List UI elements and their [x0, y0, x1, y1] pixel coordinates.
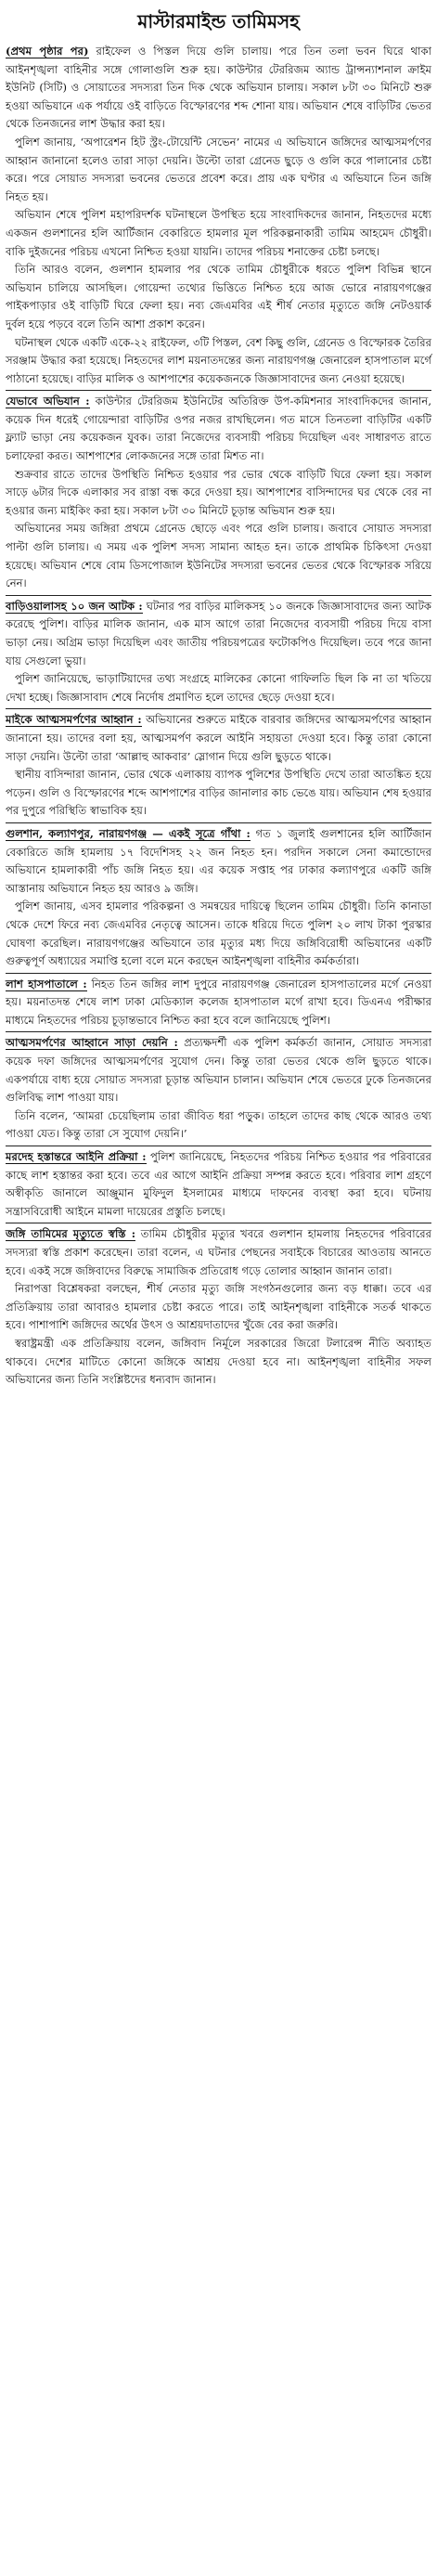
article-paragraph [6, 520, 431, 592]
paragraph-text: রাইফেল ও পিস্তল দিয়ে গুলি চালায়। পরে তিন তলা ভবন ঘিরে থাকা আইনশৃঙ্খলা বাহিনীর সঙ্গে গোলাগুলি শুরু হয়। কাউন্টার টেররিজম অ্যান্ড ট্রান্সন্যাশনাল ক্রাইম ইউনিট (সিটি) ও সোয়াতের সদস্যরা তিন দিক থেকে অভিযান চালায়। সকাল ৮টা ৩০ মিনিটে শুরু হওয়া অভিযানে এক পর্যায়ে ওই বাড়িতে বিস্ফোরণের শব্দ শোনা যায়। অভিযান শেষে বাড়িটির ভেতর থেকে তিনজনের লাশ উদ্ধার করা হয়। [6, 45, 431, 131]
paragraph-text: ঘটনাস্থল থেকে একটি একে-২২ রাইফেল, ৩টি পিস্তল, বেশ কিছু গুলি, গ্রেনেড ও বিস্ফোরক তৈরির সরঞ্জাম উদ্ধার করা হয়েছে। নিহতদের লাশ ময়নাতদন্তের জন্য নারায়ণগঞ্জ জেনারেল হাসপাতাল মর্গে পাঠানো হয়েছে। বাড়ির মালিক ও আশপাশের কয়েকজনকে জিজ্ঞাসাবাদের জন্য নেওয়া হয়েছে। [6, 335, 431, 385]
article-paragraph [6, 976, 431, 1030]
article-paragraph [6, 393, 431, 465]
paragraph-text: পুলিশ জানিয়েছে, নিহতদের পরিচয় নিশ্চিত হওয়ার পর পরিবারের কাছে লাশ হস্তান্তর করা হবে। তবে এর আগে আইনি প্রক্রিয়া সম্পন্ন করতে হবে। পরিবার লাশ গ্রহণে অস্বীকৃতি জানালে আঞ্জুমান মুফিদুল ইসলামের মাধ্যমে দাফনের ব্যবস্থা করা হবে। ঘটনায় সন্ত্রাসবিরোধী আইনে মামলা দায়েরের প্রস্তুতি চলছে। [6, 1150, 431, 1218]
article-paragraph [6, 1280, 431, 1335]
article-paragraph [6, 670, 431, 706]
section-divider [6, 595, 431, 596]
paragraph-text: নিহত তিন জঙ্গির লাশ দুপুরে নারায়ণগঞ্জ জেনারেল হাসপাতালের মর্গে নেওয়া হয়। ময়নাতদন্ত শেষে লাশ ঢাকা মেডিক্যাল কলেজ হাসপাতাল মর্গে রাখা হবে। ডিএনএ পরীক্ষার মাধ্যমে নিহতদের পরিচয় চূড়ান্তভাবে নিশ্চিত করা হবে বলে জানিয়েছে পুলিশ। [6, 977, 431, 1027]
paragraph-text: অভিযানের শুরুতে মাইকে বারবার জঙ্গিদের আত্মসমর্পণের আহ্বান জানানো হয়। তাদের বলা হয়, আত্মসমর্পণ করলে আইনি সহায়তা দেওয়া হবে। কিন্তু তারা কোনো সাড়া দেয়নি। উল্টো তারা ‘আল্লাহু আকবার’ স্লোগান দিয়ে গুলি ছুড়তে থাকে। [6, 713, 431, 763]
section-subheading: মাইকে আত্মসমর্পণের আহ্বান : [6, 713, 142, 727]
paragraph-text: তিনি বলেন, ‘আমরা চেয়েছিলাম তারা জীবিত ধরা পড়ুক। তাহলে তাদের কাছ থেকে আরও তথ্য পাওয়া যেত। কিন্তু তারা সে সুযোগ দেয়নি।’ [6, 1108, 431, 1141]
section-subheading: লাশ হাসপাতালে : [6, 977, 87, 990]
paragraph-text: পুলিশ জানিয়েছে, ভাড়াটিয়াদের তথ্য সংগ্রহে মালিকের কোনো গাফিলতি ছিল কি না তা খতিয়ে দেখা হচ্ছে। জিজ্ঞাসাবাদ শেষে নির্দোষ প্রমাণিত হলে তাদের ছেড়ে দেওয়া হবে। [6, 672, 431, 704]
paragraph-text: গত ১ জুলাই গুলশানের হলি আর্টিজান বেকারিতে জঙ্গি হামলায় ১৭ বিদেশিসহ ২২ জন নিহত হন। পরদিন সকালে সেনা কমান্ডোদের অভিযানে হামলাকারী পাঁচ জঙ্গি নিহত হয়। এর কয়েক সপ্তাহ পর ঢাকার কল্যাণপুরে একটি জঙ্গি আস্তানায় অভিযানে নিহত হয় আরও ৯ জঙ্গি। [6, 826, 431, 895]
paragraph-text: কাউন্টার টেররিজম ইউনিটের অতিরিক্ত উপ-কমিশনার সাংবাদিকদের জানান, কয়েক দিন ধরেই গোয়েন্দারা বাড়িটির ওপর নজর রাখছিলেন। গত মাসে তিনতলা বাড়িটির একটি ফ্ল্যাট ভাড়া নেয় কয়েকজন যুবক। তারা নিজেদের ব্যবসায়ী পরিচয় দিয়েছিল এবং সাধারণত রাতে চলাফেরা করত। আশপাশের লোকজনের সঙ্গে তারা মিশত না। [6, 395, 432, 463]
paragraph-text: অভিযান শেষে পুলিশ মহাপরিদর্শক ঘটনাস্থলে উপস্থিত হয়ে সাংবাদিকদের জানান, নিহতদের মধ্যে একজন গুলশানের হলি আর্টিজান বেকারিতে হামলার মূল পরিকল্পনাকারী তামিম আহমেদ চৌধুরী। বাকি দুইজনের পরিচয় এখনো নিশ্চিত হওয়া যায়নি। তাদের পরিচয় শনাক্তের চেষ্টা চলছে। [6, 208, 431, 258]
article-paragraph [6, 825, 431, 898]
paragraph-text: পুলিশ জানায়, ‘অপারেশন হিট স্ট্রং-টোয়েন্টি সেভেন’ নামের এ অভিযানে জঙ্গিদের আত্মসমর্পণের আহ্বান জানানো হলেও তারা সাড়া দেয়নি। উল্টো তারা গ্রেনেড ছুড়ে ও গুলি করে পালানোর চেষ্টা করে। পরে সোয়াত সদস্যরা ভবনের ভেতরে প্রবেশ করে। প্রায় এক ঘণ্টার এ অভিযানে তিন জঙ্গি নিহত হয়। [6, 135, 431, 203]
paragraph-text: তিনি আরও বলেন, গুলশান হামলার পর থেকে তামিম চৌধুরীকে ধরতে পুলিশ বিভিন্ন স্থানে অভিযান চালিয়ে আসছিল। গোয়েন্দা তথ্যের ভিত্তিতে নিশ্চিত হয়ে আজ ভোরে নারায়ণগঞ্জের পাইকপাড়ার ওই বাড়িটি ঘিরে ফেলা হয়। নব্য জেএমবির এই শীর্ষ নেতার মৃত্যুতে জঙ্গি নেটওয়ার্ক দুর্বল হয়ে পড়বে বলে তিনি আশা প্রকাশ করেন। [6, 263, 431, 330]
paragraph-text: প্রত্যক্ষদর্শী এক পুলিশ কর্মকর্তা জানান, সোয়াত সদস্যরা কয়েক দফা জঙ্গিদের আত্মসমর্পণের সুযোগ দেন। কিন্তু তারা ভেতর থেকে গুলি ছুড়তে থাকে। একপর্যায়ে বাধ্য হয়ে সোয়াত সদস্যরা চূড়ান্ত অভিযান চালান। অভিযান শেষে ভেতরে ঢুকে তিনজনের গুলিবিদ্ধ লাশ পাওয়া যায়। [6, 1036, 432, 1105]
paragraph-text: তামিম চৌধুরীর মৃত্যুর খবরে গুলশান হামলায় নিহতদের পরিবারের সদস্যরা স্বস্তি প্রকাশ করেছেন। তারা বলেন, এ ঘটনার পেছনের সবাইকে বিচারের আওতায় আনতে হবে। একই সঙ্গে জঙ্গিবাদের বিরুদ্ধে সামাজিক প্রতিরোধ গড়ে তোলার আহ্বান জানান তারা। [6, 1227, 432, 1277]
article-paragraph [6, 898, 431, 970]
paragraph-text: স্থানীয় বাসিন্দারা জানান, ভোর থেকে এলাকায় ব্যাপক পুলিশের উপস্থিতি দেখে তারা আতঙ্কিত হয়ে পড়েন। গুলি ও বিস্ফোরণের শব্দে আশপাশের বাড়ির জানালার কাচ ভেঙে যায়। অভিযান শেষ হওয়ার পর দুপুরে পরিস্থিতি স্বাভাবিক হয়। [6, 768, 431, 818]
article-paragraph [6, 1225, 431, 1280]
paragraph-text: পুলিশ জানায়, এসব হামলার পরিকল্পনা ও সমন্বয়ের দায়িত্বে ছিলেন তামিম চৌধুরী। তিনি কানাডা থেকে দেশে ফিরে নব্য জেএমবির নেতৃত্বে আসেন। তাকে ধরিয়ে দিতে পুলিশ ২০ লাখ টাকা পুরস্কার ঘোষণা করেছিল। নারায়ণগঞ্জের অভিযানে তার মৃত্যুর মধ্য দিয়ে জঙ্গিবিরোধী অভিযানের একটি গুরুত্বপূর্ণ অধ্যায়ের সমাপ্তি হলো বলে মনে করছেন আইনশৃঙ্খলা বাহিনীর কর্মকর্তারা। [6, 900, 431, 968]
article-paragraph [6, 1034, 431, 1107]
section-subheading: আত্মসমর্পণের আহ্বানে সাড়া দেয়নি : [6, 1036, 178, 1050]
section-divider [6, 1031, 431, 1032]
article-body [6, 43, 431, 1390]
section-subheading: যেভাবে অভিযান : [6, 395, 90, 408]
article-paragraph [6, 334, 431, 389]
article-paragraph [6, 134, 431, 206]
section-divider [6, 708, 431, 709]
article-paragraph [6, 766, 431, 821]
section-subheading: (প্রথম পৃষ্ঠার পর) [6, 45, 89, 58]
article-paragraph [6, 1335, 431, 1390]
section-subheading: বাড়িওয়ালাসহ ১০ জন আটক : [6, 599, 143, 613]
section-divider [6, 822, 431, 823]
paragraph-text: স্বরাষ্ট্রমন্ত্রী এক প্রতিক্রিয়ায় বলেন, জঙ্গিবাদ নির্মূলে সরকারের জিরো টলারেন্স নীতি অব্যাহত থাকবে। দেশের মাটিতে কোনো জঙ্গিকে আশ্রয় দেওয়া হবে না। আইনশৃঙ্খলা বাহিনীর সফল অভিযানের জন্য তিনি সংশ্লিষ্টদের ধন্যবাদ জানান। [6, 1336, 431, 1387]
paragraph-text: নিরাপত্তা বিশ্লেষকরা বলছেন, শীর্ষ নেতার মৃত্যু জঙ্গি সংগঠনগুলোর জন্য বড় ধাক্কা। তবে এর প্রতিক্রিয়ায় তারা আবারও হামলার চেষ্টা করতে পারে। তাই আইনশৃঙ্খলা বাহিনীকে সতর্ক থাকতে হবে। পাশাপাশি জঙ্গিদের অর্থের উৎস ও আশ্রয়দাতাদের খুঁজে বের করা জরুরি। [6, 1282, 431, 1332]
article-paragraph [6, 43, 431, 134]
article-paragraph [6, 598, 431, 670]
section-divider [6, 390, 431, 391]
article-paragraph [6, 1148, 431, 1221]
article-paragraph [6, 466, 431, 521]
paragraph-text: অভিযানের সময় জঙ্গিরা প্রথমে গ্রেনেড ছোড়ে এবং পরে গুলি চালায়। জবাবে সোয়াত সদস্যরা পাল্টা গুলি চালায়। এ সময় এক পুলিশ সদস্য সামান্য আহত হন। তাকে প্রাথমিক চিকিৎসা দেওয়া হয়েছে। অভিযান শেষে বোম ডিসপোজাল ইউনিটের সদস্যরা ভবনের ভেতর থেকে বিস্ফোরক সরিয়ে নেন। [6, 522, 431, 590]
article-paragraph [6, 711, 431, 766]
section-divider [6, 973, 431, 974]
paragraph-text: শুক্রবার রাতে তাদের উপস্থিতি নিশ্চিত হওয়ার পর ভোর থেকে বাড়িটি ঘিরে ফেলা হয়। সকাল সাড়ে ৬টার দিকে এলাকার সব রাস্তা বন্ধ করে দেওয়া হয়। আশপাশের বাসিন্দাদের ঘর থেকে বের না হওয়ার জন্য মাইকিং করা হয়। সকাল ৮টা ৩০ মিনিটে চূড়ান্ত অভিযান শুরু হয়। [6, 467, 431, 517]
section-subheading: গুলশান, কল্যাণপুর, নারায়ণগঞ্জ — একই সূত্রে গাঁথা : [6, 826, 251, 840]
article-headline: মাস্টারমাইন্ড তামিমসহ [137, 10, 300, 32]
paragraph-text: ঘটনার পর বাড়ির মালিকসহ ১০ জনকে জিজ্ঞাসাবাদের জন্য আটক করেছে পুলিশ। বাড়ির মালিক জানান, এক মাস আগে তারা নিজেদের ব্যবসায়ী পরিচয় দিয়ে বাসা ভাড়া নেয়। অগ্রিম ভাড়া দিয়েছিল এবং জাতীয় পরিচয়পত্রের ফটোকপিও দিয়েছিল। তবে পরে জানা যায় সেগুলো ভুয়া। [6, 599, 431, 667]
article-paragraph [6, 206, 431, 261]
section-subheading: জঙ্গি তামিমের মৃত্যুতে স্বস্তি : [6, 1227, 136, 1241]
article-paragraph [6, 261, 431, 333]
section-subheading: মরদেহ হস্তান্তরে আইনি প্রক্রিয়া : [6, 1150, 147, 1164]
article-paragraph [6, 1107, 431, 1144]
